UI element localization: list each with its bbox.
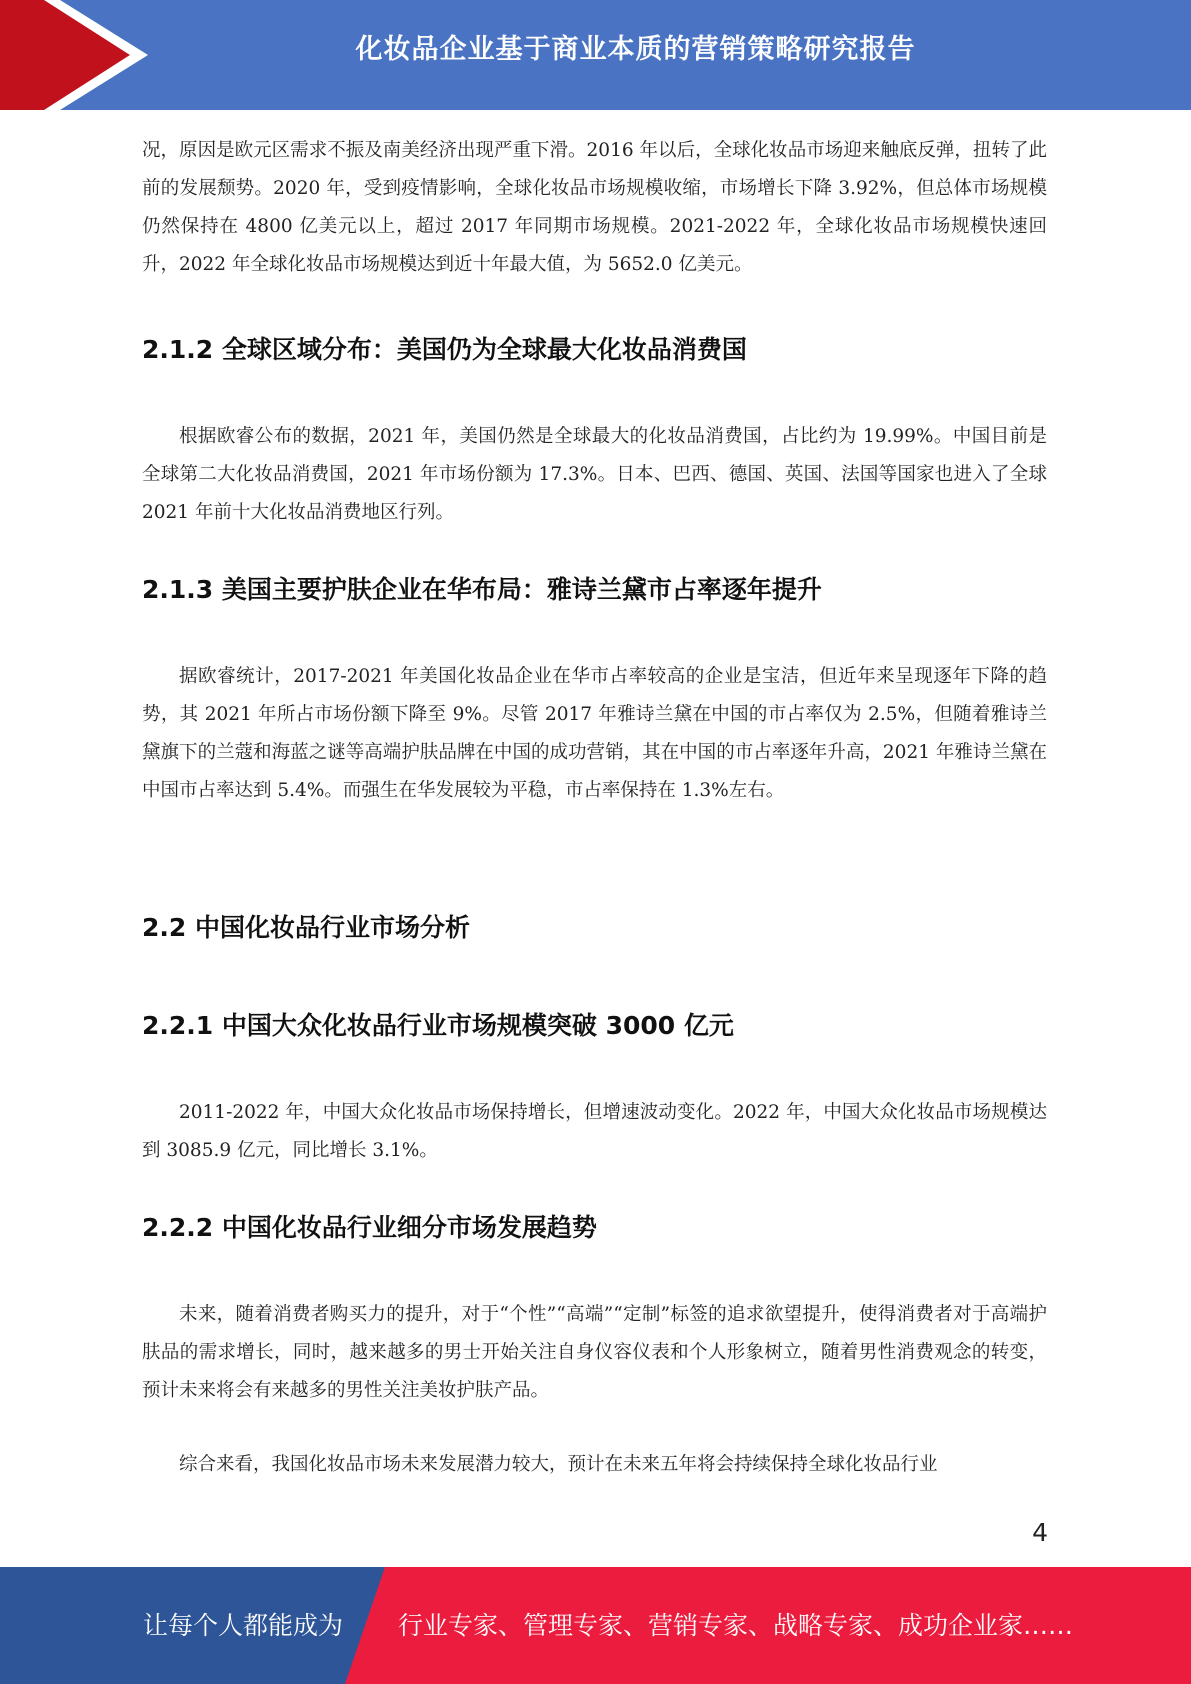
paragraph-us-companies-in-china: 据欧睿统计，2017-2021 年美国化妆品企业在华市占率较高的企业是宝洁，但近年来呈现逐年下降的趋势，其 2021 年所占市场份额下降至 9%。尽管 2017 年雅诗兰黛在中国的市占率仅为 2.5%，但随着雅诗兰黛旗下的兰蔻和海蓝之谜等高端护肤品牌在中国的成功营销，其在中国的市占率逐年升高，2021 年雅诗兰黛在中国市占率达到 5.4%。而强生在华发展较为平稳，市占率保持在 1.3%左右。	[142, 666, 1047, 801]
paragraph-segment-trends: 未来，随着消费者购买力的提升，对于“个性”“高端”“定制”标签的追求欲望提升，使得消费者对于高端护肤品的需求增长，同时，越来越多的男士开始关注自身仪容仪表和个人形象树立，随着男性消费观念的转变，预计未来将会有来越多的男性关注美妆护肤产品。	[142, 1304, 1047, 1401]
page-footer-band	[0, 1567, 1191, 1684]
section-heading-2-2-2: 2.2.2 中国化妆品行业细分市场发展趋势	[142, 1213, 597, 1242]
paragraph-summary: 综合来看，我国化妆品市场未来发展潜力较大，预计在未来五年将会持续保持全球化妆品行业	[179, 1454, 938, 1475]
page-body	[142, 132, 1047, 1484]
section-heading-2-2-1: 2.2.1 中国大众化妆品行业市场规模突破 3000 亿元	[142, 1011, 734, 1040]
footer-slogan-left: 让每个人都能成为	[143, 1611, 344, 1640]
section-heading-2-1-3: 2.1.3 美国主要护肤企业在华布局：雅诗兰黛市占率逐年提升	[142, 575, 822, 604]
paragraph-regional-distribution: 根据欧睿公布的数据，2021 年，美国仍然是全球最大的化妆品消费国，占比约为 19.99%。中国目前是全球第二大化妆品消费国，2021 年市场份额为 17.3%。日本、巴西、德国、英国、法国等国家也进入了全球 2021 年前十大化妆品消费地区行列。	[142, 426, 1047, 523]
section-heading-2-2: 2.2 中国化妆品行业市场分析	[142, 913, 470, 942]
paragraph-china-mass-market-size: 2011-2022 年，中国大众化妆品市场保持增长，但增速波动变化。2022 年，中国大众化妆品市场规模达到 3085.9 亿元，同比增长 3.1%。	[142, 1102, 1047, 1161]
section-heading-2-1-2: 2.1.2 全球区域分布：美国仍为全球最大化妆品消费国	[142, 335, 747, 364]
page-header-band	[0, 0, 1191, 110]
page-number: 4	[1032, 1518, 1048, 1547]
paragraph-global-market-trend: 况，原因是欧元区需求不振及南美经济出现严重下滑。2016 年以后，全球化妆品市场迎来触底反弹，扭转了此前的发展颓势。2020 年，受到疫情影响，全球化妆品市场规模收缩，市场增长下降 3.92%，但总体市场规模仍然保持在 4800 亿美元以上，超过 2017 年同期市场规模。2021-2022 年，全球化妆品市场规模快速回升，2022 年全球化妆品市场规模达到近十年最大值，为 5652.0 亿美元。	[142, 140, 1047, 275]
footer-slogan-right: 行业专家、管理专家、营销专家、战略专家、成功企业家……	[398, 1611, 1074, 1640]
report-title: 化妆品企业基于商业本质的营销策略研究报告	[355, 34, 916, 65]
